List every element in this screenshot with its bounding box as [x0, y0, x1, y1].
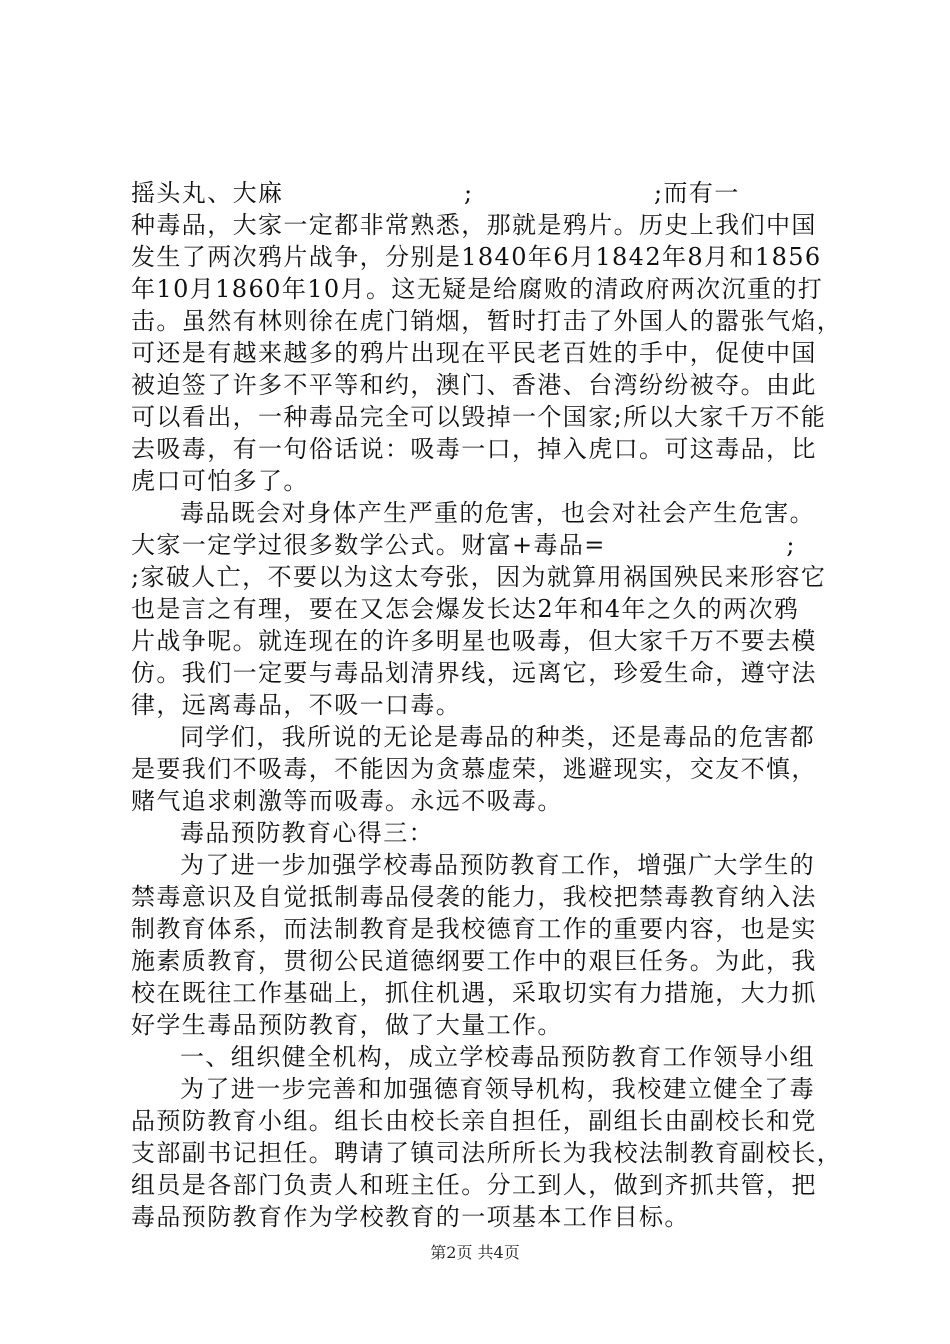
text-line: 品预防教育小组。组长由校长亲自担任，副组长由副校长和党	[131, 1107, 817, 1135]
text-line: 虎口可怕多了。	[131, 467, 309, 495]
text-line: 击。虽然有林则徐在虎门销烟，暂时打击了外国人的嚣张气焰，	[131, 307, 843, 335]
text-line: ;家破人亡，不要以为这太夸张，因为就算用祸国殃民来形容它	[131, 563, 827, 591]
text-line: 摇头丸、大麻 ; ;而有一	[131, 179, 740, 207]
text-line: 律，远离毒品，不吸一口毒。	[131, 691, 462, 719]
text-line: 发生了两次鸦片战争，分别是1840年6月1842年8月和1856	[131, 243, 822, 271]
text-line: 也是言之有理，要在又怎会爆发长达2年和4年之久的两次鸦	[131, 595, 800, 623]
text-line: 被迫签了许多不平等和约，澳门、香港、台湾纷纷被夺。由此	[131, 371, 817, 399]
paragraph-start-line: 为了进一步完善和加强德育领导机构，我校建立健全了毒	[180, 1075, 815, 1103]
text-line: 仿。我们一定要与毒品划清界线，远离它，珍爱生命，遵守法	[131, 659, 817, 687]
text-line: 片战争呢。就连现在的许多明星也吸毒，但大家千万不要去模	[131, 627, 817, 655]
page-indicator: 第2页 共4页	[430, 1243, 520, 1262]
text-line: 校在既往工作基础上，抓住机遇，采取切实有力措施，大力抓	[131, 979, 817, 1007]
text-line: 毒品预防教育作为学校教育的一项基本工作目标。	[131, 1203, 690, 1231]
paragraph-start-line: 毒品既会对身体产生严重的危害，也会对社会产生危害。	[180, 499, 815, 527]
subsection-heading: 一、组织健全机构，成立学校毒品预防教育工作领导小组	[180, 1043, 815, 1071]
text-line: 支部副书记担任。聘请了镇司法所所长为我校法制教育副校长，	[131, 1139, 843, 1167]
text-line: 禁毒意识及自觉抵制毒品侵袭的能力，我校把禁毒教育纳入法	[131, 883, 817, 911]
text-line: 赌气追求刺激等而吸毒。永远不吸毒。	[131, 787, 563, 815]
text-line: 大家一定学过很多数学公式。财富+毒品= ;	[131, 531, 796, 559]
text-line: 施素质教育，贯彻公民道德纲要工作中的艰巨任务。为此，我	[131, 947, 817, 975]
section-heading: 毒品预防教育心得三：	[180, 819, 434, 847]
text-line: 年10月1860年10月。这无疑是给腐败的清政府两次沉重的打	[131, 275, 824, 303]
text-line: 种毒品，大家一定都非常熟悉，那就是鸦片。历史上我们中国	[131, 211, 817, 239]
text-line: 制教育体系，而法制教育是我校德育工作的重要内容，也是实	[131, 915, 817, 943]
text-line: 好学生毒品预防教育，做了大量工作。	[131, 1011, 563, 1039]
text-line: 可以看出，一种毒品完全可以毁掉一个国家;所以大家千万不能	[131, 403, 827, 431]
text-line: 组员是各部门负责人和班主任。分工到人，做到齐抓共管，把	[131, 1171, 817, 1199]
text-line: 去吸毒，有一句俗话说：吸毒一口，掉入虎口。可这毒品，比	[131, 435, 817, 463]
paragraph-start-line: 同学们，我所说的无论是毒品的种类，还是毒品的危害都	[180, 723, 815, 751]
paragraph-start-line: 为了进一步加强学校毒品预防教育工作，增强广大学生的	[180, 851, 815, 879]
text-line: 是要我们不吸毒，不能因为贪慕虚荣，逃避现实，交友不慎，	[131, 755, 817, 783]
text-line: 可还是有越来越多的鸦片出现在平民老百姓的手中，促使中国	[131, 339, 817, 367]
